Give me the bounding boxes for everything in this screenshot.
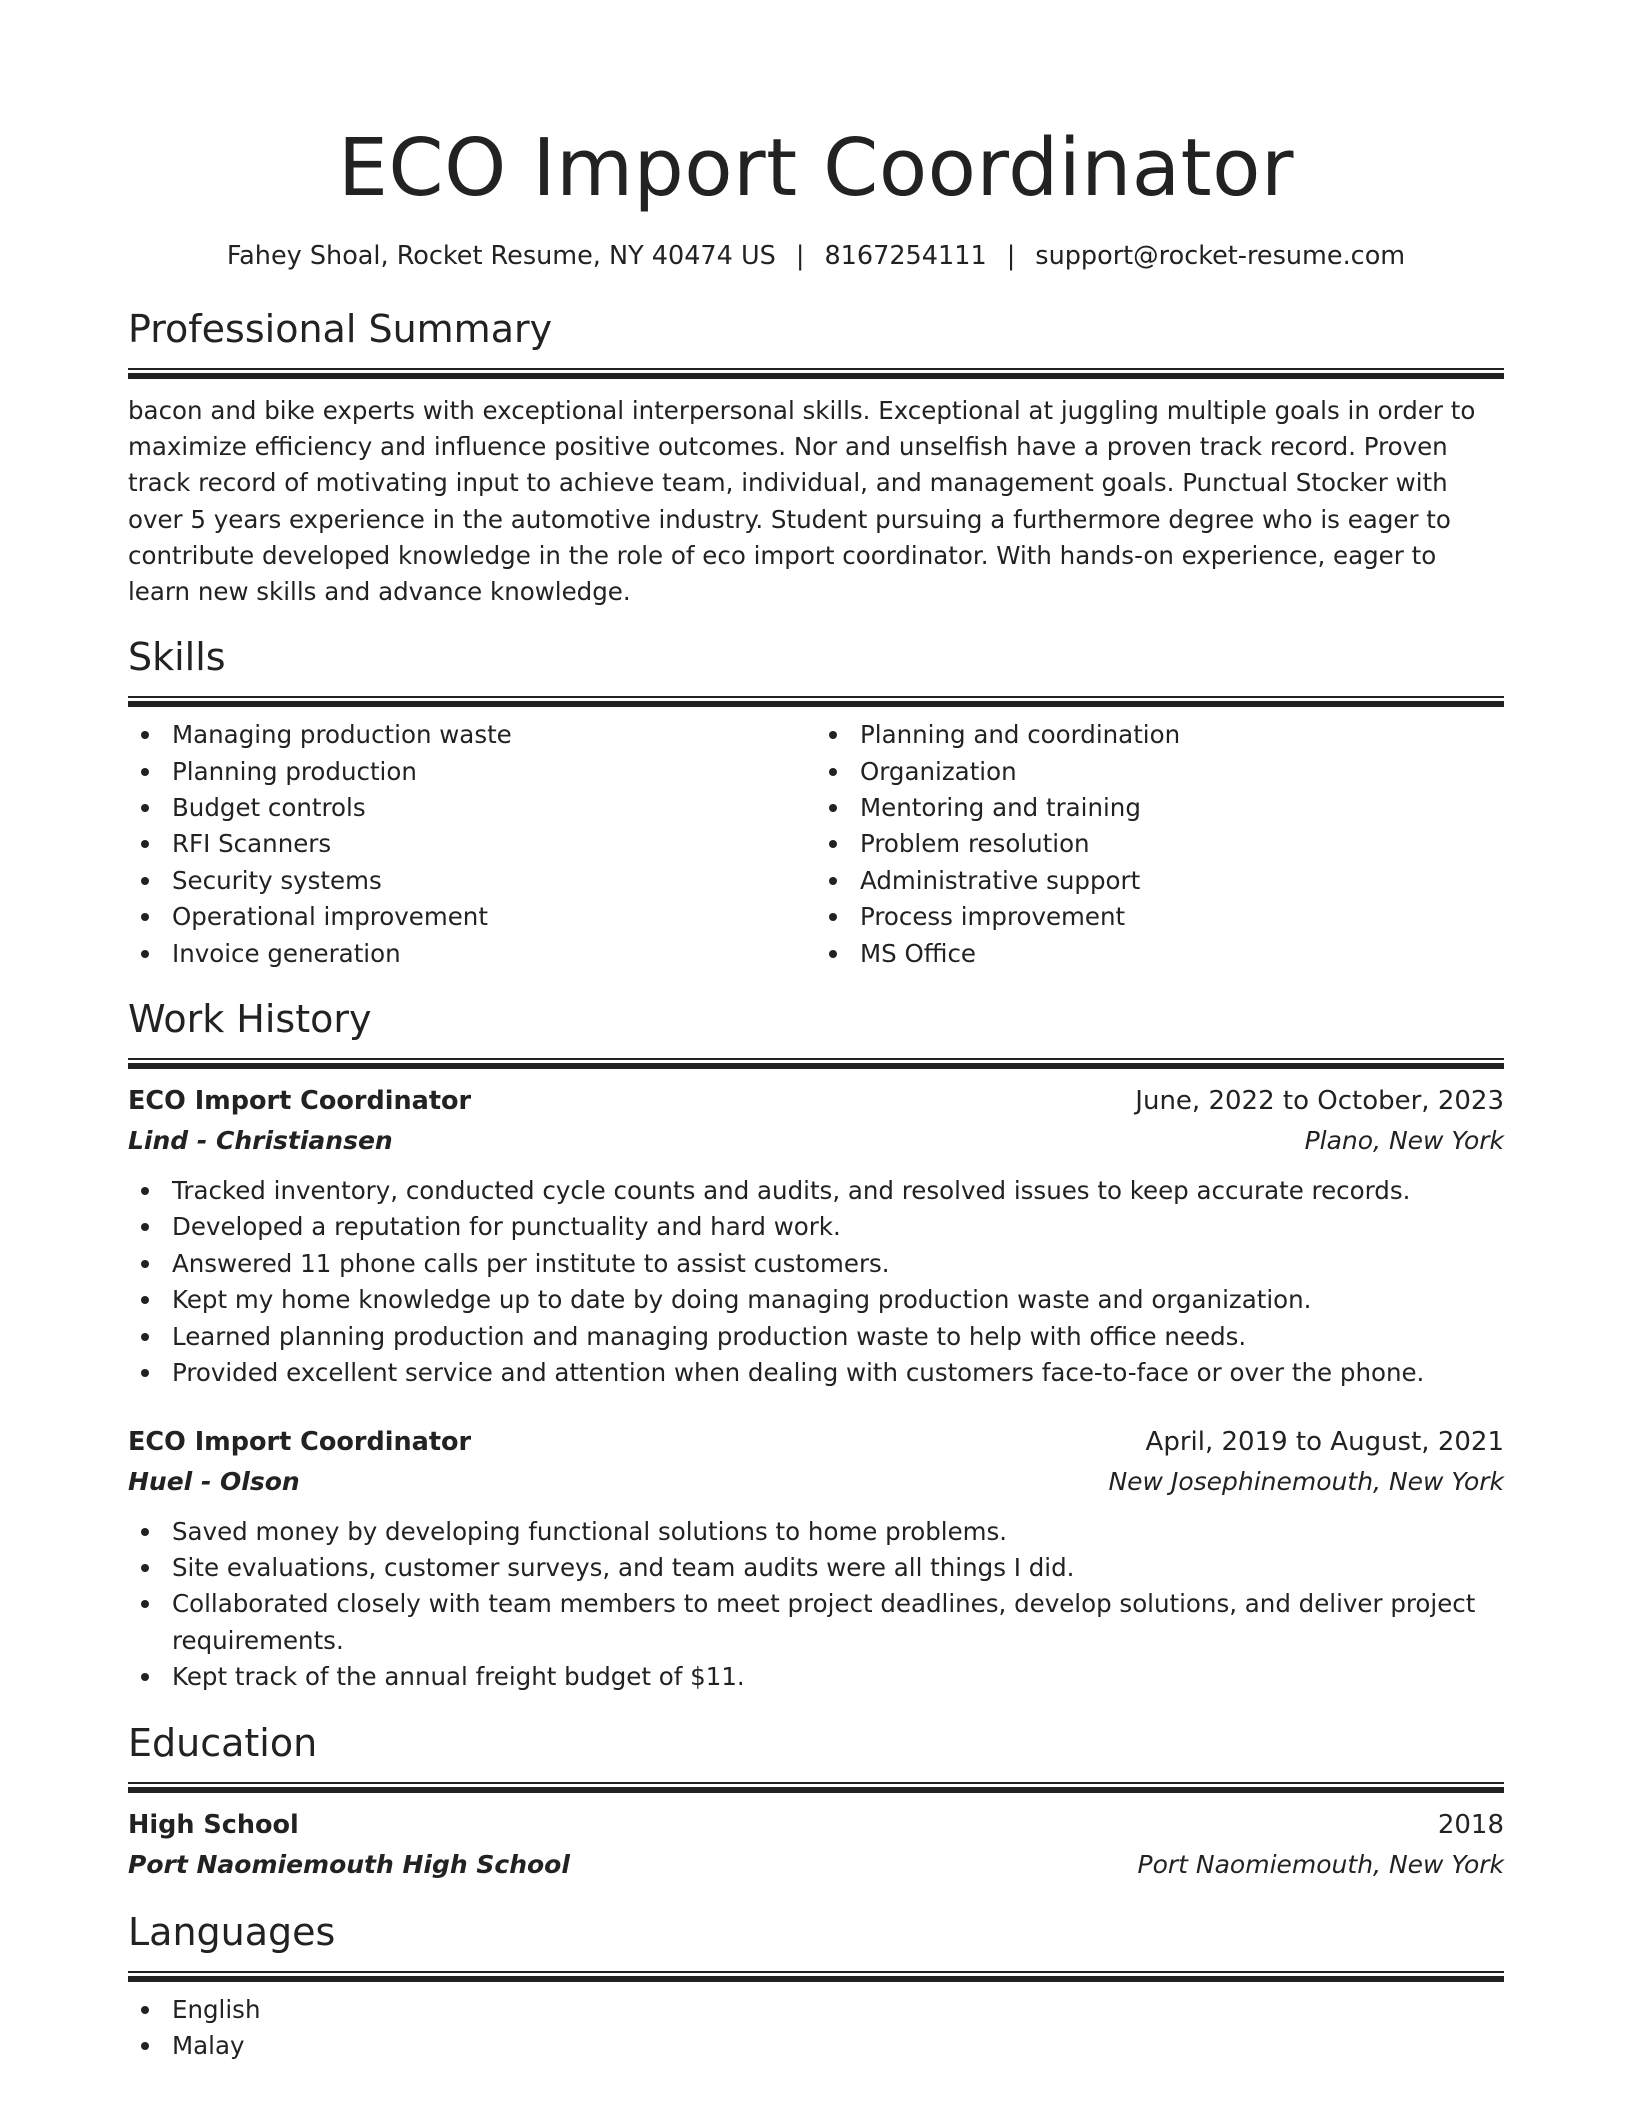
work-history-section (128, 994, 1504, 1695)
education-school-row (128, 1845, 1504, 1885)
skill-item: Budget controls (128, 790, 816, 826)
skill-item: Invoice generation (128, 936, 816, 972)
duty-item: Site evaluations, customer surveys, and team audits were all things I did. (128, 1550, 1504, 1586)
job-header-row (128, 1422, 1504, 1462)
skill-item: RFI Scanners (128, 826, 816, 862)
duty-item: Kept my home knowledge up to date by doing managing production waste and organization. (128, 1282, 1504, 1318)
skill-item: Managing production waste (128, 717, 816, 753)
job-title: ECO Import Coordinator (128, 1426, 472, 1457)
duty-item: Collaborated closely with team members to meet project deadlines, develop solutions, and deliver project requirements. (128, 1586, 1504, 1659)
job-entry (128, 1081, 1504, 1391)
resume-name: ECO Import Coordinator (338, 122, 1294, 214)
education-degree: High School (128, 1809, 299, 1840)
skill-item: Planning production (128, 754, 816, 790)
skills-section (128, 632, 1504, 972)
contact-email: support@rocket-resume.com (1035, 241, 1406, 271)
duty-item: Saved money by developing functional solutions to home problems. (128, 1514, 1504, 1550)
section-divider (128, 696, 1504, 707)
skills-list-left (128, 717, 816, 972)
languages-heading: Languages (128, 1909, 336, 1954)
section-divider (128, 1058, 1504, 1069)
skill-item: Administrative support (816, 863, 1504, 899)
contact-separator: | (1006, 241, 1016, 271)
skill-item: Mentoring and training (816, 790, 1504, 826)
job-dates: April, 2019 to August, 2021 (1145, 1426, 1504, 1457)
skill-item: MS Office (816, 936, 1504, 972)
duty-item: Kept track of the annual freight budget of $11. (128, 1659, 1504, 1695)
job-location: New Josephinemouth, New York (1108, 1466, 1504, 1496)
summary-text: bacon and bike experts with exceptional interpersonal skills. Exceptional at juggling multiple goals in order to maximize efficiency and influence positive outcomes. Nor and unselfish have a proven track record. Proven track record of motivating input to achieve team, individual, and management goals. Punctual Stocker with over 5 years experience in the automotive industry. Student pursuing a furthermore degree who is eager to contribute developed knowledge in the role of eco import coordinator. With hands-on experience, eager to learn new skills and advance knowledge. (128, 396, 1476, 607)
skill-item: Organization (816, 754, 1504, 790)
contact-phone: 8167254111 (824, 241, 987, 271)
education-entry (128, 1805, 1504, 1885)
skill-item: Process improvement (816, 899, 1504, 935)
education-school: Port Naomiemouth High School (128, 1849, 570, 1879)
language-item: English (128, 1992, 1504, 2028)
skill-item: Operational improvement (128, 899, 816, 935)
education-location: Port Naomiemouth, New York (1137, 1849, 1504, 1879)
job-employer: Lind - Christiansen (128, 1126, 393, 1156)
job-duties-list (128, 1173, 1504, 1391)
duty-item: Answered 11 phone calls per institute to assist customers. (128, 1246, 1504, 1282)
languages-section (128, 1907, 1504, 2065)
languages-list (128, 1992, 1504, 2065)
skill-item: Security systems (128, 863, 816, 899)
skill-item: Problem resolution (816, 826, 1504, 862)
contact-separator: | (795, 241, 805, 271)
job-location: Plano, New York (1304, 1126, 1504, 1156)
education-section (128, 1718, 1504, 1885)
summary-heading: Professional Summary (128, 307, 553, 351)
job-entry (128, 1422, 1504, 1696)
skills-columns (128, 717, 1504, 972)
duty-item: Provided excellent service and attention when dealing with customers face-to-face or over the phone. (128, 1355, 1504, 1391)
duty-item: Developed a reputation for punctuality and hard work. (128, 1209, 1504, 1245)
job-header-row (128, 1081, 1504, 1121)
skills-heading: Skills (128, 635, 226, 680)
education-header-row (128, 1805, 1504, 1845)
language-item: Malay (128, 2028, 1504, 2064)
education-year: 2018 (1437, 1809, 1504, 1840)
skill-item: Planning and coordination (816, 717, 1504, 753)
summary-section (128, 304, 1504, 610)
job-employer-row (128, 1462, 1504, 1502)
duty-item: Learned planning production and managing production waste to help with office needs. (128, 1319, 1504, 1355)
job-duties-list (128, 1514, 1504, 1696)
work-history-heading: Work History (128, 997, 372, 1042)
job-dates: June, 2022 to October, 2023 (1135, 1086, 1504, 1117)
job-employer: Huel - Olson (128, 1466, 300, 1496)
job-title: ECO Import Coordinator (128, 1086, 472, 1117)
job-employer-row (128, 1121, 1504, 1161)
contact-address: Fahey Shoal, Rocket Resume, NY 40474 US (226, 241, 776, 271)
section-divider (128, 368, 1504, 379)
skills-list-right (816, 717, 1504, 972)
section-divider (128, 1971, 1504, 1982)
section-divider (128, 1782, 1504, 1793)
education-heading: Education (128, 1720, 318, 1765)
duty-item: Tracked inventory, conducted cycle counts and audits, and resolved issues to keep accurate records. (128, 1173, 1504, 1209)
contact-line (128, 238, 1504, 274)
